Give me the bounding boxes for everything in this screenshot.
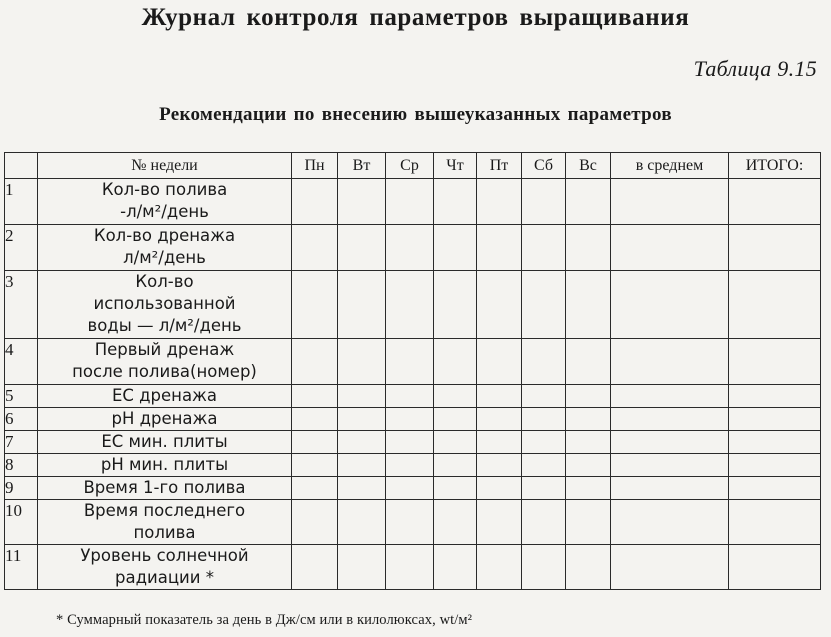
table-number: Таблица 9.15	[693, 56, 817, 81]
table-row	[5, 500, 821, 545]
cell-sat	[522, 408, 566, 431]
cell-tue	[338, 500, 386, 545]
table-body	[5, 179, 821, 590]
cell-mon	[292, 431, 338, 454]
cell-avg	[611, 385, 729, 408]
table-row	[5, 179, 821, 225]
cell-thu	[434, 477, 477, 500]
row-number: 7	[5, 431, 38, 454]
cell-tue	[338, 339, 386, 385]
cell-sat	[522, 179, 566, 225]
cell-fri	[477, 339, 522, 385]
cell-tue	[338, 431, 386, 454]
cell-wed	[386, 431, 434, 454]
cell-thu	[434, 408, 477, 431]
cell-sun	[566, 500, 611, 545]
row-number: 3	[5, 271, 38, 339]
cell-sun	[566, 408, 611, 431]
cell-sat	[522, 385, 566, 408]
cell-avg	[611, 225, 729, 271]
cell-total	[729, 545, 821, 590]
cell-thu	[434, 500, 477, 545]
cell-thu	[434, 179, 477, 225]
row-number: 8	[5, 454, 38, 477]
cell-mon	[292, 271, 338, 339]
cell-sat	[522, 339, 566, 385]
cell-sun	[566, 271, 611, 339]
header-row	[5, 153, 821, 179]
cell-total	[729, 454, 821, 477]
cell-wed	[386, 339, 434, 385]
cell-total	[729, 339, 821, 385]
cell-fri	[477, 454, 522, 477]
cell-sat	[522, 477, 566, 500]
parameter-name: рН дренажа	[38, 408, 292, 431]
header-sat: Сб	[522, 153, 566, 179]
cell-mon	[292, 477, 338, 500]
cell-thu	[434, 431, 477, 454]
cell-avg	[611, 454, 729, 477]
cell-total	[729, 385, 821, 408]
cell-tue	[338, 408, 386, 431]
row-number: 2	[5, 225, 38, 271]
cell-wed	[386, 179, 434, 225]
cell-thu	[434, 225, 477, 271]
cell-tue	[338, 271, 386, 339]
cell-wed	[386, 271, 434, 339]
row-number: 5	[5, 385, 38, 408]
cell-mon	[292, 385, 338, 408]
cell-sun	[566, 225, 611, 271]
cell-wed	[386, 408, 434, 431]
table-row	[5, 339, 821, 385]
header-fri: Пт	[477, 153, 522, 179]
cell-mon	[292, 225, 338, 271]
table-row	[5, 225, 821, 271]
table-row	[5, 408, 821, 431]
table-row	[5, 477, 821, 500]
cell-sun	[566, 339, 611, 385]
cell-sun	[566, 179, 611, 225]
cell-thu	[434, 339, 477, 385]
footnote: * Суммарный показатель за день в Дж/см или в килолюксах, wt/м²	[56, 612, 473, 628]
header-num	[5, 153, 38, 179]
cell-tue	[338, 179, 386, 225]
cell-thu	[434, 454, 477, 477]
parameter-name: ЕС мин. плиты	[38, 431, 292, 454]
cell-fri	[477, 500, 522, 545]
row-number: 10	[5, 500, 38, 545]
parameter-name: ЕС дренажа	[38, 385, 292, 408]
parameter-name: Кол-во полива -л/м²/день	[38, 179, 292, 225]
cell-avg	[611, 431, 729, 454]
cell-total	[729, 431, 821, 454]
cell-wed	[386, 500, 434, 545]
parameter-name: Кол-во дренажа л/м²/день	[38, 225, 292, 271]
header-thu: Чт	[434, 153, 477, 179]
cell-sun	[566, 454, 611, 477]
cell-tue	[338, 545, 386, 590]
cell-mon	[292, 454, 338, 477]
parameter-name: Время 1-го полива	[38, 477, 292, 500]
cell-wed	[386, 477, 434, 500]
header-mon: Пн	[292, 153, 338, 179]
row-number: 4	[5, 339, 38, 385]
row-number: 1	[5, 179, 38, 225]
cell-thu	[434, 271, 477, 339]
header-tue: Вт	[338, 153, 386, 179]
table-row	[5, 271, 821, 339]
cell-total	[729, 225, 821, 271]
cell-avg	[611, 500, 729, 545]
cell-sat	[522, 545, 566, 590]
cell-mon	[292, 408, 338, 431]
cell-total	[729, 477, 821, 500]
cell-fri	[477, 271, 522, 339]
control-log-table	[4, 152, 821, 590]
header-avg: в среднем	[611, 153, 729, 179]
parameter-name: рН мин. плиты	[38, 454, 292, 477]
cell-sat	[522, 225, 566, 271]
cell-sat	[522, 454, 566, 477]
row-number: 9	[5, 477, 38, 500]
cell-sat	[522, 431, 566, 454]
cell-tue	[338, 225, 386, 271]
row-number: 11	[5, 545, 38, 590]
table-row	[5, 545, 821, 590]
cell-fri	[477, 431, 522, 454]
cell-thu	[434, 545, 477, 590]
parameter-name: Время последнего полива	[38, 500, 292, 545]
cell-fri	[477, 179, 522, 225]
cell-thu	[434, 385, 477, 408]
cell-total	[729, 179, 821, 225]
cell-total	[729, 500, 821, 545]
cell-fri	[477, 545, 522, 590]
table-row	[5, 431, 821, 454]
cell-avg	[611, 271, 729, 339]
header-week: № недели	[38, 153, 292, 179]
cell-sun	[566, 545, 611, 590]
cell-mon	[292, 179, 338, 225]
cell-total	[729, 271, 821, 339]
parameter-name: Первый дренаж после полива(номер)	[38, 339, 292, 385]
header-total: ИТОГО:	[729, 153, 821, 179]
header-wed: Ср	[386, 153, 434, 179]
table-row	[5, 454, 821, 477]
parameter-name: Кол-во использованной воды — л/м²/день	[38, 271, 292, 339]
cell-mon	[292, 500, 338, 545]
cell-wed	[386, 385, 434, 408]
cell-avg	[611, 408, 729, 431]
cell-sun	[566, 477, 611, 500]
header-sun: Вс	[566, 153, 611, 179]
parameter-name: Уровень солнечной радиации *	[38, 545, 292, 590]
row-number: 6	[5, 408, 38, 431]
cell-wed	[386, 225, 434, 271]
table-caption: Рекомендации по внесению вышеуказанных параметров	[159, 104, 672, 125]
cell-sun	[566, 431, 611, 454]
cell-fri	[477, 477, 522, 500]
page-title: Журнал контроля параметров выращивания	[141, 4, 690, 31]
cell-wed	[386, 454, 434, 477]
cell-wed	[386, 545, 434, 590]
cell-avg	[611, 339, 729, 385]
table-row	[5, 385, 821, 408]
cell-avg	[611, 179, 729, 225]
cell-sat	[522, 500, 566, 545]
cell-avg	[611, 545, 729, 590]
cell-avg	[611, 477, 729, 500]
cell-tue	[338, 477, 386, 500]
cell-tue	[338, 454, 386, 477]
cell-fri	[477, 408, 522, 431]
cell-fri	[477, 385, 522, 408]
cell-sun	[566, 385, 611, 408]
cell-total	[729, 408, 821, 431]
cell-fri	[477, 225, 522, 271]
cell-mon	[292, 545, 338, 590]
cell-mon	[292, 339, 338, 385]
cell-tue	[338, 385, 386, 408]
cell-sat	[522, 271, 566, 339]
